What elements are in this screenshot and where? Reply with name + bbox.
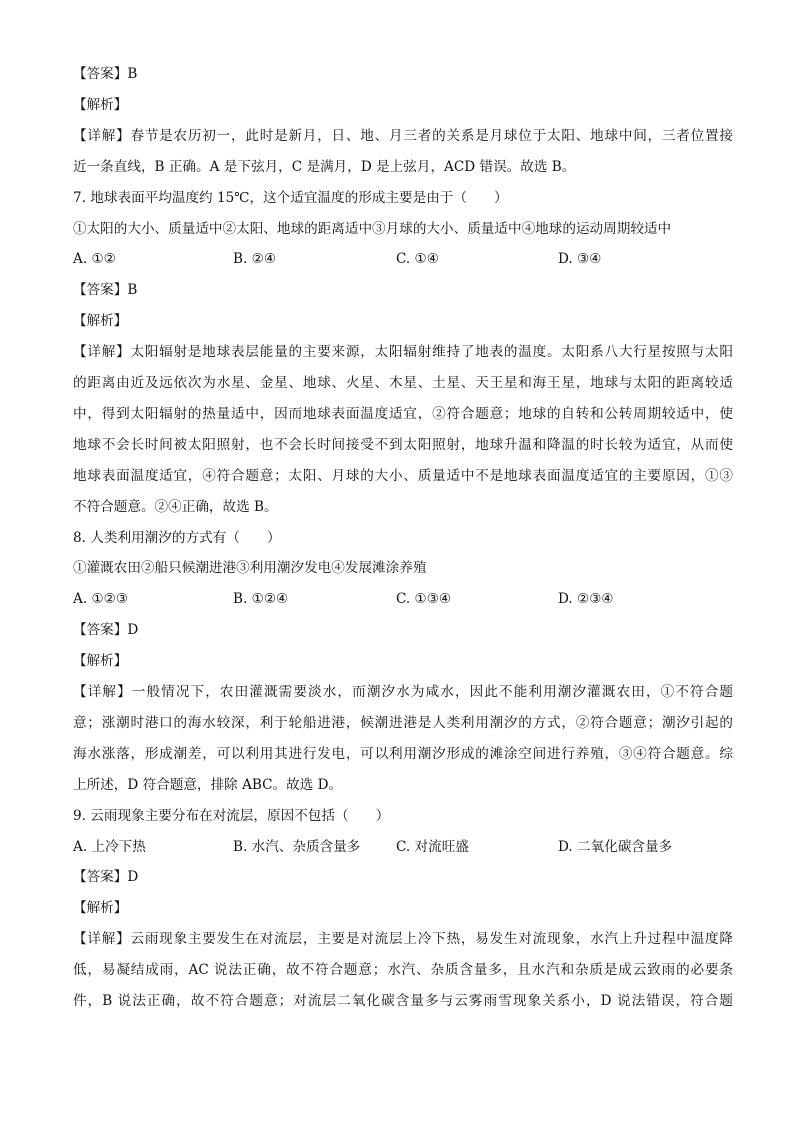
option-b: B. ②④	[233, 251, 277, 267]
analysis-heading: 【解析】	[73, 900, 128, 916]
analysis-heading: 【解析】	[73, 313, 128, 329]
text-line: 地球表面温度适宜，④符合题意；太阳、月球的大小、质量适中不是地球表面温度适宜的主要原因，①③	[73, 468, 733, 484]
text-line: ①太阳的大小、质量适中②太阳、地球的距离适中③月球的大小、质量适中④地球的运动周期较适中	[73, 221, 672, 237]
text-line: ①灌溉农田②船只候潮进港③利用潮汐发电④发展滩涂养殖	[73, 560, 427, 576]
explanation-line: 【详解】一般情况下，农田灌溉需要淡水，而潮汐水为咸水，因此不能利用潮汐灌溉农田，①不符合题	[73, 684, 733, 700]
text-line: 地球不会长时间被太阳照射，也不会长时间接受不到太阳照射，地球升温和降温的时长较为适宜，从而使	[73, 437, 733, 453]
answer-line: 【答案】B	[73, 66, 138, 82]
analysis-heading: 【解析】	[73, 97, 128, 113]
text-line: 近一条直线，B 正确。A 是下弦月，C 是满月，D 是上弦月，ACD 错误。故选 B。	[73, 159, 576, 175]
answer-line: 【答案】D	[73, 622, 139, 638]
answer-line: 【答案】B	[73, 282, 138, 298]
text-line: 意；涨潮时港口的海水较深，利于轮船进港，候潮进港是人类利用潮汐的方式，②符合题意；潮汐引起的	[73, 715, 733, 731]
option-a: A. ①②③	[73, 591, 129, 607]
text-line: 中，得到太阳辐射的热量适中，因而地球表面温度适宜，②符合题意；地球的自转和公转周期较适中，使	[73, 406, 733, 422]
explanation-line: 【详解】太阳辐射是地球表层能量的主要来源，太阳辐射维持了地表的温度。太阳系八大行星按照与太阳	[73, 344, 733, 360]
text-line: 不符合题意。②④正确，故选 B。	[73, 499, 278, 515]
text-line: 上所述，D 符合题意，排除 ABC。故选 D。	[73, 777, 343, 793]
option-b: B. ①②④	[233, 591, 289, 607]
option-d: D. 二氧化碳含量多	[558, 839, 673, 855]
option-a: A. 上冷下热	[73, 839, 146, 855]
option-d: D. ③④	[558, 251, 602, 267]
option-c: C. ①④	[396, 251, 439, 267]
analysis-heading: 【解析】	[73, 653, 128, 669]
question-stem: 8. 人类利用潮汐的方式有（ ）	[73, 530, 281, 546]
option-c: C. 对流旺盛	[396, 839, 469, 855]
explanation-line: 【详解】云雨现象主要发生在对流层，主要是对流层上冷下热，易发生对流现象，水汽上升过程中温度降	[73, 931, 733, 947]
text-line: 的距离由近及远依次为水星、金星、地球、火星、木星、土星、天王星和海王星，地球与太阳的距离较适	[73, 375, 733, 391]
text-line: 海水涨落，形成潮差，可以利用其进行发电，可以利用潮汐形成的滩涂空间进行养殖，③④符合题意。综	[73, 746, 733, 762]
option-c: C. ①③④	[396, 591, 452, 607]
answer-line: 【答案】D	[73, 869, 139, 885]
explanation-line: 【详解】春节是农历初一，此时是新月，日、地、月三者的关系是月球位于太阳、地球中间，三者位置接	[73, 128, 733, 144]
question-stem: 7. 地球表面平均温度约 15℃，这个适宜温度的形成主要是由于（ ）	[73, 190, 508, 206]
text-line: 低，易凝结成雨，AC 说法正确，故不符合题意；水汽、杂质含量多，且水汽和杂质是成云致雨的必要条	[73, 962, 733, 978]
text-line: 件，B 说法正确，故不符合题意；对流层二氧化碳含量多与云雾雨雪现象关系小，D 说法错误，符合题	[73, 993, 733, 1009]
option-d: D. ②③④	[558, 591, 614, 607]
option-a: A. ①②	[73, 251, 116, 267]
option-b: B. 水汽、杂质含量多	[233, 839, 361, 855]
question-stem: 9. 云雨现象主要分布在对流层，原因不包括（ ）	[73, 808, 390, 824]
